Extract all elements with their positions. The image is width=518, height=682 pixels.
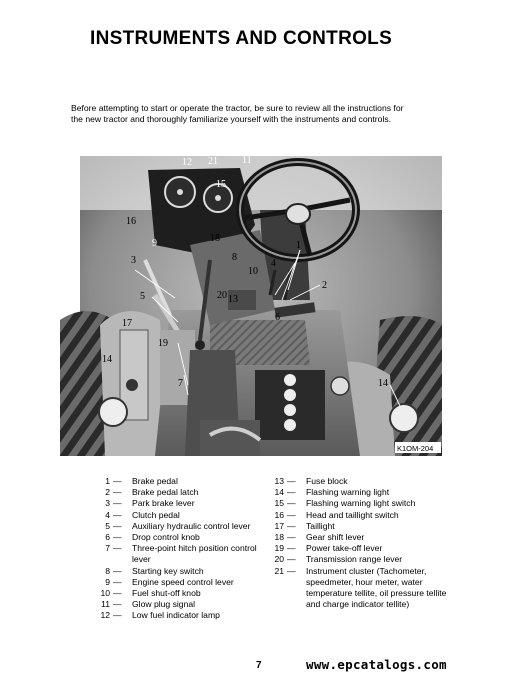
legend-item-dash: — <box>113 498 122 509</box>
legend-item-number: 2 <box>105 487 110 498</box>
legend-item-label: Flashing warning light <box>306 487 390 498</box>
tractor-controls-photo <box>60 150 442 456</box>
legend-item-number: 1 <box>105 476 110 486</box>
legend-item-label: Brake pedal latch <box>132 487 199 498</box>
legend-item-dash: — <box>287 543 296 554</box>
legend-item-code <box>96 510 132 521</box>
legend-item <box>270 487 460 498</box>
legend-item-code <box>96 577 132 588</box>
legend-item-code <box>270 532 306 543</box>
legend-item-label: Fuel shut-off knob <box>132 588 201 599</box>
legend-item-dash: — <box>287 532 296 543</box>
legend-item-dash: — <box>287 554 296 565</box>
legend-item-number: 13 <box>274 476 284 486</box>
legend-item-number: 19 <box>274 543 284 554</box>
legend-item <box>270 521 460 532</box>
callout-14-right: 14 <box>378 378 388 389</box>
legend-item-code <box>96 476 132 487</box>
legend-item-dash: — <box>287 487 296 498</box>
legend-item-number: 9 <box>105 576 110 587</box>
legend-item-code <box>270 543 306 554</box>
legend-item-number: 12 <box>100 610 110 621</box>
legend-item-number: 14 <box>274 487 284 498</box>
callout-14-left: 14 <box>102 354 112 365</box>
legend-item-number: 17 <box>274 520 284 531</box>
legend-item <box>96 599 266 610</box>
legend-item-label: Power take-off lever <box>306 543 383 554</box>
legend-item-number: 7 <box>105 543 110 554</box>
legend-item <box>96 532 266 543</box>
legend-item-code <box>270 498 306 509</box>
legend-item-number: 8 <box>105 565 110 576</box>
legend-item <box>270 566 460 611</box>
legend-item-code <box>270 566 306 611</box>
callout-2: 2 <box>322 280 327 291</box>
legend-item <box>96 487 266 498</box>
legend-item-number: 20 <box>274 554 284 565</box>
legend-item <box>270 476 460 487</box>
legend-item-dash: — <box>113 543 122 554</box>
legend-item-code <box>96 588 132 599</box>
legend-item <box>270 510 460 521</box>
callout-10: 10 <box>248 266 258 277</box>
legend-item-code <box>96 521 132 532</box>
legend-item-label: Brake pedal <box>132 476 178 486</box>
legend-item-number: 18 <box>274 532 284 543</box>
legend-item-label: Starting key switch <box>132 565 204 576</box>
legend-item-label: Three-point hitch position control lever <box>132 543 257 565</box>
legend-item-dash: — <box>287 520 296 531</box>
legend-item-dash: — <box>113 576 122 587</box>
legend-item-label: Gear shift lever <box>306 532 365 543</box>
legend-item-number: 6 <box>105 532 110 543</box>
callout-6: 6 <box>275 312 280 323</box>
legend-item-dash: — <box>113 532 122 543</box>
legend-item-dash: — <box>113 610 122 621</box>
legend-item-dash: — <box>113 599 122 610</box>
legend-item-dash: — <box>113 476 122 486</box>
legend-item <box>96 510 266 521</box>
legend-item-label: Fuse block <box>306 476 348 486</box>
callout-7: 7 <box>178 378 183 389</box>
legend-item-label: Taillight <box>306 520 335 531</box>
legend-item-dash: — <box>113 520 122 531</box>
legend-item-label: Clutch pedal <box>132 509 180 520</box>
legend-item-code <box>96 566 132 577</box>
legend-item-code <box>96 532 132 543</box>
legend-item-dash: — <box>113 588 122 599</box>
legend-item-number: 21 <box>274 565 284 576</box>
legend-right-column <box>270 476 460 610</box>
callout-18: 18 <box>210 233 220 244</box>
tractor-photo-illustration <box>60 150 442 456</box>
legend-item-number: 11 <box>101 599 110 610</box>
legend-item-label: Transmission range lever <box>306 554 403 565</box>
legend-item-label: Instrument cluster (Tachometer, speedmeter, hour meter, water temperature tellite, oil pressure tellite and charge indicator tellite) <box>306 565 447 610</box>
photo-code: K1OM-204 <box>397 444 434 453</box>
legend-item-number: 3 <box>105 498 110 509</box>
callout-20: 20 <box>217 290 227 301</box>
callout-11: 11 <box>242 155 252 166</box>
legend-item-code <box>96 487 132 498</box>
legend-item-label: Glow plug signal <box>132 599 196 610</box>
legend-item-number: 16 <box>274 509 284 520</box>
legend-item <box>96 588 266 599</box>
callout-16: 16 <box>126 216 136 227</box>
callout-17: 17 <box>122 318 132 329</box>
legend-item-code <box>270 554 306 565</box>
callout-21: 21 <box>208 156 218 167</box>
legend-item-number: 10 <box>100 588 110 599</box>
legend-item-dash: — <box>287 498 296 509</box>
callout-8: 8 <box>232 252 237 263</box>
legend-item <box>270 543 460 554</box>
legend-item-number: 5 <box>105 520 110 531</box>
legend-item-code <box>270 521 306 532</box>
legend-item-dash: — <box>287 509 296 520</box>
legend-item-code <box>270 487 306 498</box>
legend-item-code <box>96 610 132 621</box>
legend-item <box>96 566 266 577</box>
legend-left-column <box>96 476 266 622</box>
legend-item-number: 4 <box>105 509 110 520</box>
legend-item-dash: — <box>113 509 122 520</box>
legend-item-label: Park brake lever <box>132 498 195 509</box>
callout-12: 12 <box>182 157 192 168</box>
callout-13: 13 <box>228 294 238 305</box>
legend-item-label: Drop control knob <box>132 532 200 543</box>
legend-item-label: Auxiliary hydraulic control lever <box>132 520 251 531</box>
intro-paragraph: Before attempting to start or operate the tractor, be sure to review all the instructions for the new tractor and thoroughly familiarize yourself with the instruments and controls. <box>71 103 404 125</box>
legend-item <box>270 554 460 565</box>
legend-item <box>96 521 266 532</box>
watermark: www.epcatalogs.com <box>306 657 447 672</box>
legend-item-code <box>96 599 132 610</box>
legend-item-label: Head and taillight switch <box>306 509 399 520</box>
legend-item <box>270 498 460 509</box>
legend-item <box>96 498 266 509</box>
legend-item <box>96 577 266 588</box>
legend-item-label: Low fuel indicator lamp <box>132 610 220 621</box>
callout-15: 15 <box>216 179 226 190</box>
legend-item-number: 15 <box>274 498 284 509</box>
callout-1: 1 <box>296 240 301 251</box>
callout-5: 5 <box>140 291 145 302</box>
legend-item <box>96 610 266 621</box>
legend-item-dash: — <box>113 565 122 576</box>
legend-item-code <box>270 510 306 521</box>
legend-item <box>96 476 266 487</box>
legend-item-dash: — <box>287 565 296 576</box>
legend-item-label: Engine speed control lever <box>132 576 234 587</box>
page-title: INSTRUMENTS AND CONTROLS <box>90 28 393 49</box>
legend-item <box>270 532 460 543</box>
legend-item-dash: — <box>113 487 122 498</box>
legend-item-code <box>270 476 306 487</box>
legend-item-dash: — <box>287 476 296 486</box>
callout-19: 19 <box>158 338 168 349</box>
callout-4: 4 <box>271 258 276 269</box>
callout-3: 3 <box>131 255 136 266</box>
page-number: 7 <box>256 660 262 671</box>
legend-item-code <box>96 498 132 509</box>
legend-item <box>96 543 266 565</box>
legend-item-label: Flashing warning light switch <box>306 498 416 509</box>
legend-item-code <box>96 543 132 565</box>
callout-9: 9 <box>152 238 157 249</box>
